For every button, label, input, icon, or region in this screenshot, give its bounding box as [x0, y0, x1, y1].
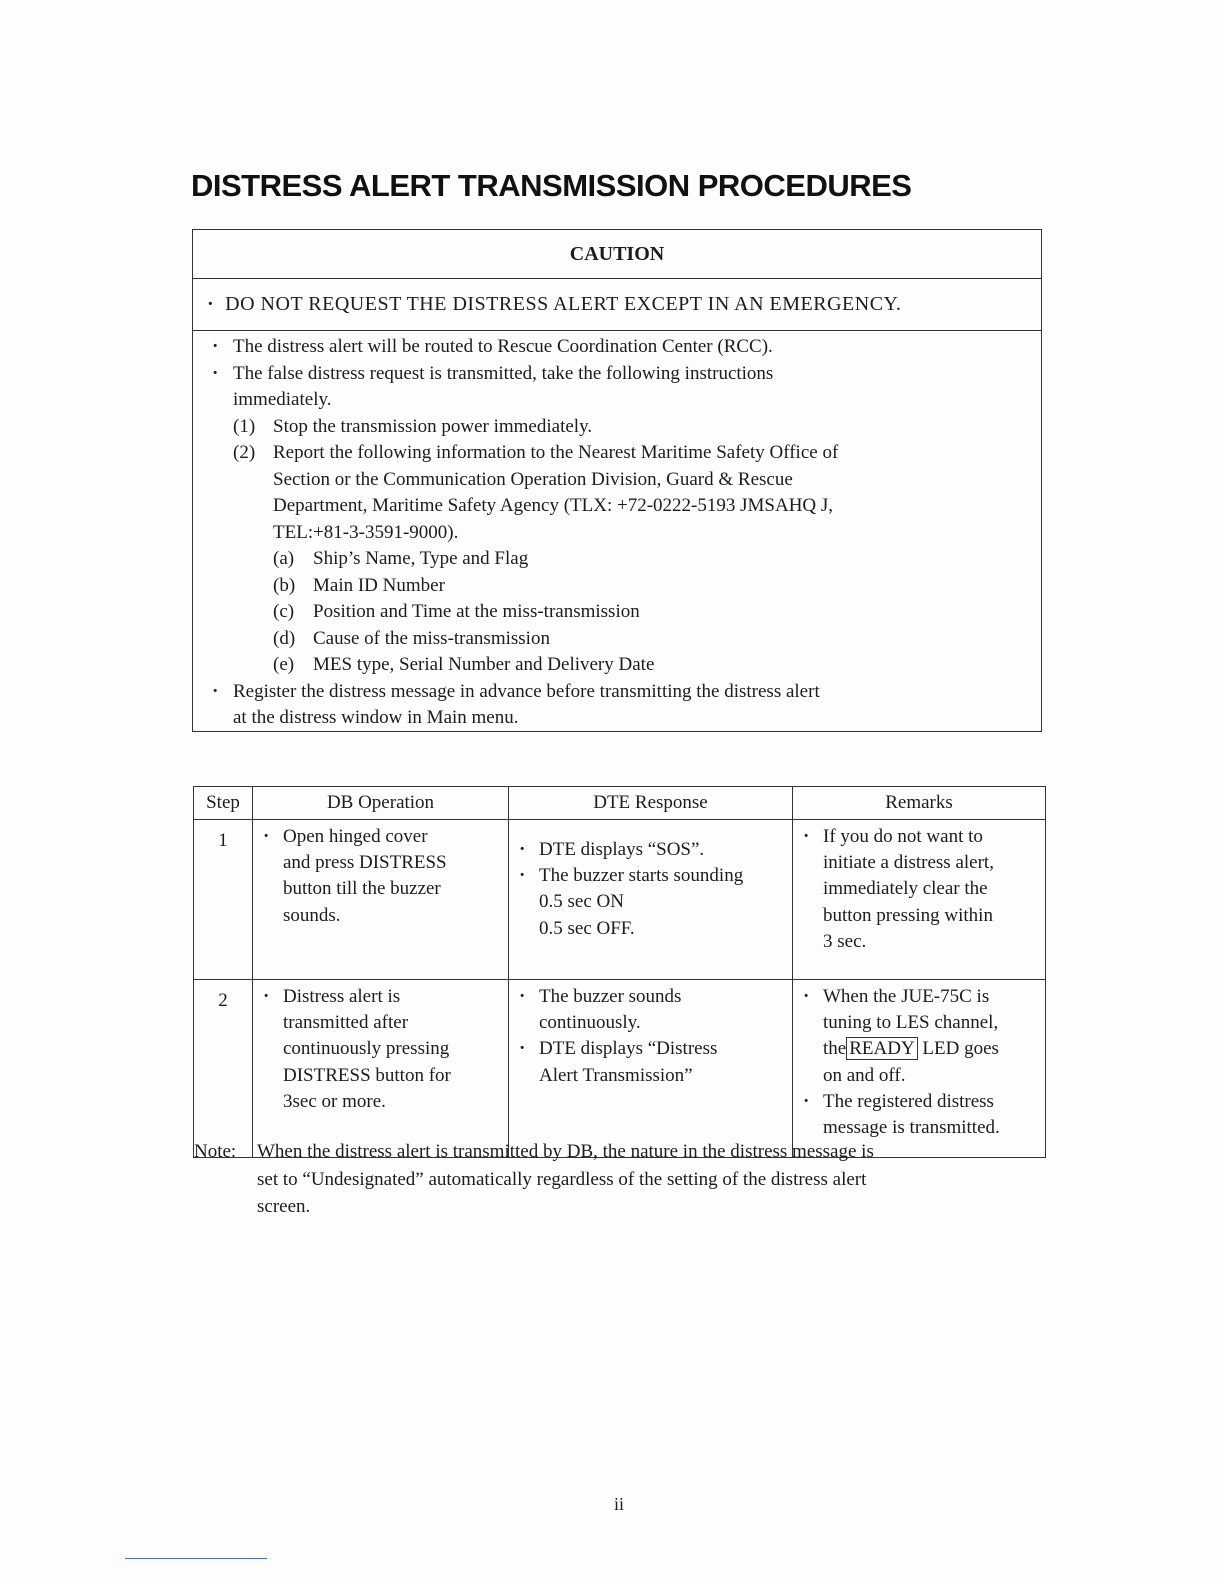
- remarks-bullet: [797, 1089, 1039, 1141]
- caution-item-2: [207, 440, 1041, 546]
- cell-line: · DTE displays “Distress: [539, 1038, 718, 1060]
- cell-line: · Open hinged cover: [283, 826, 428, 847]
- cell-line: tuning to LES channel,: [823, 1012, 999, 1034]
- cell-line: continuously.: [539, 1012, 641, 1034]
- db-operation-bullet: [257, 824, 502, 929]
- cell-line: button till the buzzer: [283, 878, 441, 900]
- subitem-letter: (b): [273, 574, 296, 596]
- header-dte-response: DTE Response: [509, 787, 793, 820]
- dte-response-bullet: [513, 1036, 786, 1088]
- cell-line: and press DISTRESS: [283, 852, 447, 874]
- cell-line: button pressing within: [823, 904, 993, 926]
- note: [194, 1138, 1054, 1221]
- cell-line: sounds.: [283, 904, 341, 926]
- cell-line: [823, 1036, 1039, 1062]
- cell-text: LED goes: [922, 1038, 999, 1060]
- step-number: 2: [194, 980, 253, 1158]
- caution-bullet-rcc: · The distress alert will be routed to Rescue Coordination Center (RCC).: [207, 334, 1041, 361]
- note-line: set to “Undesignated” automatically regardless of the setting of the distress alert: [257, 1168, 867, 1190]
- caution-subitem-b: [207, 573, 1041, 600]
- item-line: Section or the Communication Operation Division, Guard & Rescue: [273, 468, 793, 490]
- cell-line: · The registered distress: [823, 1090, 994, 1112]
- header-remarks: Remarks: [793, 787, 1046, 820]
- subitem-letter: (d): [273, 627, 296, 649]
- caution-bullet-false-request: [207, 361, 1041, 414]
- cell-line: 3 sec.: [823, 930, 867, 952]
- cell-line: · If you do not want to: [823, 826, 983, 847]
- cell-line: 3sec or more.: [283, 1090, 386, 1112]
- caution-heading: CAUTION: [193, 230, 1041, 279]
- cell-line: continuously pressing: [283, 1038, 450, 1060]
- table-row: [194, 980, 1046, 1158]
- subitem-text: MES type, Serial Number and Delivery Date: [313, 654, 655, 675]
- db-operation-cell: [253, 980, 509, 1158]
- cell-line: message is transmitted.: [823, 1117, 1000, 1139]
- caution-bullet-line: · The false distress request is transmitted, take the following instructions: [233, 362, 774, 384]
- table-header-row: [194, 787, 1046, 820]
- caution-body: [193, 331, 1041, 732]
- caution-bullet-line: at the distress window in Main menu.: [233, 707, 519, 728]
- table-row: [194, 820, 1046, 980]
- caution-item-1: [207, 414, 1041, 441]
- item-line: TEL:+81-3-3591-9000).: [273, 521, 459, 543]
- item-number: (2): [233, 442, 256, 463]
- note-line: screen.: [257, 1196, 311, 1217]
- remarks-bullet: [797, 824, 1039, 955]
- page-number: ii: [614, 1494, 625, 1514]
- subitem-text: Main ID Number: [313, 574, 445, 596]
- caution-bullet-line: · Register the distress message in advance before transmitting the distress alert: [233, 680, 820, 702]
- subitem-letter: (c): [273, 601, 295, 622]
- caution-warning-text: DO NOT REQUEST THE DISTRESS ALERT EXCEPT IN AN EMERGENCY.: [225, 293, 902, 315]
- item-text: Stop the transmission power immediately.: [273, 415, 593, 437]
- note-label: Note:: [194, 1141, 237, 1162]
- header-db-operation: DB Operation: [253, 787, 509, 820]
- caution-subitem-c: [207, 599, 1041, 626]
- caution-subitem-d: [207, 626, 1041, 653]
- page-title: DISTRESS ALERT TRANSMISSION PROCEDURES: [191, 168, 912, 203]
- remarks-bullet: [797, 984, 1039, 1089]
- caution-warning: · DO NOT REQUEST THE DISTRESS ALERT EXCEPT IN AN EMERGENCY.: [193, 279, 1041, 331]
- header-step: Step: [194, 787, 253, 820]
- cell-line: 0.5 sec ON: [539, 891, 624, 913]
- cell-line: initiate a distress alert,: [823, 852, 994, 874]
- note-text: [194, 1138, 1054, 1221]
- item-line: Report the following information to the Nearest Maritime Safety Office of: [273, 442, 839, 463]
- caution-box: [192, 229, 1042, 732]
- dte-response-bullet: [513, 984, 786, 1036]
- subitem-text: Position and Time at the miss-transmission: [313, 601, 640, 622]
- cell-text: the: [823, 1038, 847, 1060]
- remarks-cell: [793, 820, 1046, 980]
- footer-rule: [125, 1558, 267, 1559]
- caution-bullet-line: immediately.: [233, 389, 332, 410]
- caution-subitem-a: [207, 546, 1041, 573]
- subitem-letter: (a): [273, 548, 295, 569]
- dte-response-bullet: · DTE displays “SOS”.: [513, 837, 786, 863]
- caution-bullet-register: [207, 679, 1041, 732]
- cell-line: · When the JUE-75C is: [823, 986, 990, 1007]
- dte-response-cell: [509, 820, 793, 980]
- dte-response-cell: [509, 980, 793, 1158]
- cell-line: transmitted after: [283, 1012, 409, 1034]
- cell-line: · Distress alert is: [283, 986, 401, 1007]
- procedure-table: [193, 786, 1046, 1158]
- subitem-text: Cause of the miss-transmission: [313, 627, 550, 649]
- cell-line: on and off.: [823, 1064, 906, 1086]
- item-number: (1): [233, 415, 256, 437]
- caution-subitem-e: [207, 652, 1041, 679]
- note-line: When the distress alert is transmitted by DB, the nature in the distress message is: [257, 1141, 874, 1162]
- cell-line: immediately clear the: [823, 878, 988, 900]
- remarks-cell: [793, 980, 1046, 1158]
- db-operation-bullet: [257, 984, 502, 1115]
- subitem-letter: (e): [273, 654, 295, 675]
- db-operation-cell: [253, 820, 509, 980]
- cell-line: · The buzzer sounds: [539, 986, 682, 1007]
- cell-line: Alert Transmission”: [539, 1064, 693, 1086]
- dte-response-bullet: [513, 863, 786, 942]
- subitem-text: Ship’s Name, Type and Flag: [313, 548, 529, 569]
- cell-line: · The buzzer starts sounding: [539, 865, 744, 887]
- cell-line: 0.5 sec OFF.: [539, 917, 635, 939]
- item-line: Department, Maritime Safety Agency (TLX: +72-0222-5193 JMSAHQ J,: [273, 495, 834, 516]
- step-number: 1: [194, 820, 253, 980]
- ready-led-key: READY: [846, 1037, 917, 1060]
- cell-line: DISTRESS button for: [283, 1064, 451, 1086]
